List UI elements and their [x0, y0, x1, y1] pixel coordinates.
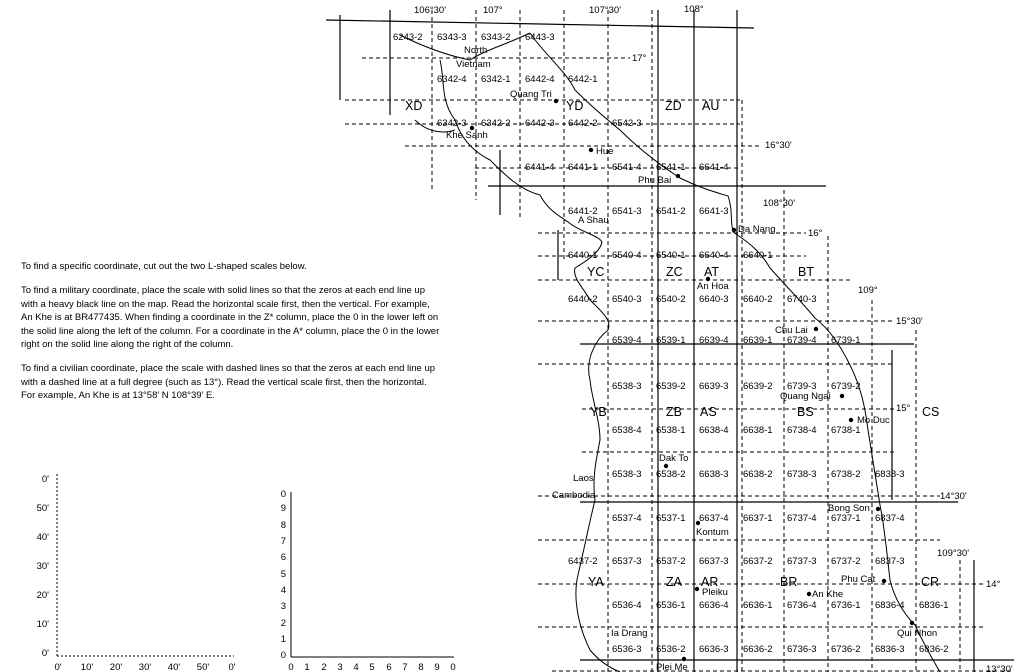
zone-label: YB	[590, 405, 607, 419]
zone-label: BS	[797, 405, 814, 419]
sheet-label: 6740-3	[787, 294, 817, 305]
sheet-label: 6639-1	[743, 335, 773, 346]
grid-scale	[291, 492, 454, 657]
lat-label: 14°	[986, 579, 1001, 590]
sheet-label: 6342-4	[437, 74, 467, 85]
sheet-label: 6441-2	[568, 206, 598, 217]
grid-scale-h-label: 8	[418, 662, 424, 672]
sheet-label: 6636-2	[743, 644, 773, 655]
grid-scale-v-label: 0	[280, 650, 286, 661]
sheet-label: 6539-4	[612, 335, 642, 346]
lon-label: 107°30'	[589, 5, 622, 16]
zone-label: CS	[922, 405, 940, 419]
place-label: Phu Cat	[841, 574, 876, 585]
minute-scale-h-label: 30'	[138, 662, 152, 672]
sheet-label: 6736-1	[831, 600, 861, 611]
sheet-label: 6638-3	[699, 469, 729, 480]
place-label: Kontum	[696, 527, 729, 538]
minute-scale-h-label: 40'	[167, 662, 181, 672]
sheet-label: 6536-1	[656, 600, 686, 611]
grid-scale-h-label: 7	[402, 662, 408, 672]
grid-scale-v-label: 7	[280, 536, 286, 547]
grid-scale-v-label: 9	[280, 503, 286, 514]
sheet-label: 6640-2	[743, 294, 773, 305]
place-label: Ia Drang	[611, 628, 648, 639]
grid-scale-h-label: 0	[288, 662, 294, 672]
sheet-label: 6342-1	[481, 74, 511, 85]
instruction-civilian: To find a civilian coordinate, place the scale with dashed lines so that the zeros at each end line up with a dashed line at a full degree (such as 13°). Read the vertical scale first, then the horizontal. For example, An Khe is at 13°58' N 108°39' E.	[21, 363, 436, 402]
sheet-label: 6639-4	[699, 335, 729, 346]
grid-scale-h-label: 1	[304, 662, 310, 672]
sheet-label: 6441-1	[568, 162, 598, 173]
sheet-label: 6442-2	[568, 118, 598, 129]
sheet-label: 6540-3	[612, 294, 642, 305]
sheet-label: 6342-3	[437, 118, 467, 129]
sheet-label: 6437-2	[568, 556, 598, 567]
grid-scale-h-label: 3	[337, 662, 343, 672]
grid-scale-h-label: 6	[386, 662, 392, 672]
sheet-label: 6636-1	[743, 600, 773, 611]
instruction-military: To find a military coordinate, place the scale with solid lines so that the zeros at each end line up with a heavy black line on the map. Read the horizontal scale first, then the vertical. For example, An Khe is at BR477435. When finding a coordinate in the Z* column, place the 0 in the lower left on the solid line along the left of the column. For a coordinate in the A* column, place the 0 in the lower right on the solid line along the right of the column.	[21, 285, 440, 351]
lat-label: 14°30'	[940, 491, 967, 502]
minute-scale	[57, 474, 234, 656]
minute-scale-h-label: 0'	[54, 662, 62, 672]
sheet-label: 6636-4	[699, 600, 729, 611]
sheet-label: 6640-1	[743, 250, 773, 261]
sheet-label: 6541-3	[612, 206, 642, 217]
zone-label: BT	[798, 265, 814, 279]
place-label: Quang Ngai	[780, 391, 831, 402]
place-label: Bong Son	[828, 503, 870, 514]
sheet-label: 6640-3	[699, 294, 729, 305]
lon-label: 106°30'	[414, 5, 447, 16]
sheet-label: 6442-3	[525, 118, 555, 129]
sheet-label: 6641-4	[699, 162, 729, 173]
lat-label: 15°30'	[896, 316, 923, 327]
sheet-label: 6243-2	[393, 32, 423, 43]
minute-scale-v-label: 0'	[41, 648, 49, 659]
sheet-label: 6638-1	[743, 425, 773, 436]
place-label: Quang Tri	[510, 89, 552, 100]
minute-scale-labels	[37, 474, 236, 672]
sheet-label: 6536-4	[612, 600, 642, 611]
sheet-label: 6538-2	[656, 469, 686, 480]
zone-label: AR	[701, 575, 719, 589]
lon-label: 108°	[684, 4, 704, 15]
sheet-label: 6737-1	[831, 513, 861, 524]
zone-label: CR	[921, 575, 940, 589]
place-label: Qui Nhon	[897, 628, 938, 639]
lon-label: 109°	[858, 285, 878, 296]
grid-scale-v-label: 8	[280, 520, 286, 531]
zone-label: YC	[587, 265, 605, 279]
sheet-label: 6540-1	[656, 250, 686, 261]
zone-label: YD	[566, 99, 584, 113]
sheet-label: 6637-4	[699, 513, 729, 524]
place-label: Chu Lai	[775, 325, 808, 336]
sheet-label: 6537-1	[656, 513, 686, 524]
place-label: Vietnam	[456, 59, 491, 70]
zone-label: BR	[780, 575, 798, 589]
sheet-label: 6443-3	[525, 32, 555, 43]
sheet-label: 6537-4	[612, 513, 642, 524]
place-label: Mo Duc	[857, 415, 890, 426]
place-label: Dak To	[659, 453, 689, 464]
zone-label: ZA	[666, 575, 682, 589]
sheet-label: 6441-4	[525, 162, 555, 173]
sheet-label: 6638-4	[699, 425, 729, 436]
sheet-label: 6639-3	[699, 381, 729, 392]
zone-label: AS	[700, 405, 717, 419]
place-label: Da Nang	[738, 224, 776, 235]
sheet-label: 6738-2	[831, 469, 861, 480]
zone-label: ZD	[665, 99, 682, 113]
lat-label: 17°	[632, 53, 647, 64]
grid-scale-h-label: 5	[369, 662, 375, 672]
minute-scale-v-label: 0'	[41, 474, 49, 485]
sheet-label: 6837-3	[875, 556, 905, 567]
minute-scale-v-label: 40'	[36, 532, 49, 543]
place-label: Hue	[596, 146, 614, 157]
sheet-label: 6538-4	[612, 425, 642, 436]
lat-label: 13°30'	[986, 664, 1013, 672]
zone-label: ZC	[666, 265, 683, 279]
zone-label: AT	[704, 265, 720, 279]
sheet-label: 6539-2	[656, 381, 686, 392]
sheet-label: 6542-3	[612, 118, 642, 129]
minute-scale-v-label: 20'	[36, 590, 49, 601]
sheet-label: 6442-1	[568, 74, 598, 85]
sheet-label: 6537-3	[612, 556, 642, 567]
sheet-label: 6836-4	[875, 600, 905, 611]
grid-scale-h-label: 4	[353, 662, 359, 672]
sheet-label: 6836-1	[919, 600, 949, 611]
minute-scale-h-label: 10'	[80, 662, 94, 672]
grid-scale-v-label: 1	[280, 634, 286, 645]
minute-scale-h-label: 20'	[109, 662, 123, 672]
lon-label: 109°30'	[937, 548, 970, 559]
sheet-label: 6836-2	[919, 644, 949, 655]
sheet-label: 6738-3	[787, 469, 817, 480]
place-label: Plei Me	[656, 662, 688, 672]
sheet-label: 6641-3	[699, 206, 729, 217]
lat-label: 15°	[896, 403, 911, 414]
sheet-label: 6736-3	[787, 644, 817, 655]
sheet-label: 6637-2	[743, 556, 773, 567]
sheet-label: 6536-3	[612, 644, 642, 655]
sheet-label: 6736-4	[787, 600, 817, 611]
sheet-label: 6638-2	[743, 469, 773, 480]
lon-label: 107°	[483, 5, 503, 16]
sheet-label: 6737-2	[831, 556, 861, 567]
minute-scale-v-label: 50'	[36, 503, 49, 514]
place-label: Phu Bai	[638, 175, 672, 186]
minute-scale-h-label: 0'	[228, 662, 236, 672]
place-label: An Khe	[812, 589, 844, 600]
sheet-label: 6539-1	[656, 335, 686, 346]
grid-scale-v-label: 2	[280, 618, 286, 629]
place-label: An Hoa	[697, 281, 729, 292]
sheet-label: 6737-3	[787, 556, 817, 567]
zone-label: ZB	[666, 405, 682, 419]
latitude-labels	[632, 53, 1013, 672]
sheet-label: 6738-1	[831, 425, 861, 436]
grid-scale-v-label: 6	[280, 552, 286, 563]
sheet-label: 6536-2	[656, 644, 686, 655]
place-label: Cambodia	[552, 490, 596, 501]
place-label: Khe Sanh	[446, 130, 488, 141]
sheet-label: 6738-4	[787, 425, 817, 436]
sheet-label: 6639-2	[743, 381, 773, 392]
sheet-label: 6739-4	[787, 335, 817, 346]
sheet-label: 6538-1	[656, 425, 686, 436]
sheet-label: 6537-2	[656, 556, 686, 567]
sheet-label: 6541-2	[656, 206, 686, 217]
sheet-label: 6739-3	[787, 381, 817, 392]
zone-label: XD	[405, 99, 423, 113]
minute-scale-h-label: 50'	[196, 662, 210, 672]
sheet-label: 6440-1	[568, 250, 598, 261]
grid-scale-v-label: 5	[280, 569, 286, 580]
sheet-label: 6342-2	[481, 118, 511, 129]
instruction-intro: To find a specific coordinate, cut out the two L-shaped scales below.	[21, 261, 307, 272]
sheet-label: 6343-3	[437, 32, 467, 43]
sheet-label: 6636-3	[699, 644, 729, 655]
sheet-label: 6637-1	[743, 513, 773, 524]
grid-scale-h-label: 9	[434, 662, 440, 672]
grid-scale-v-label: 0	[280, 489, 286, 500]
grid-scale-v-label: 3	[280, 601, 286, 612]
sheet-label: 6442-4	[525, 74, 555, 85]
grid-scale-labels	[281, 489, 456, 672]
minute-scale-v-label: 10'	[36, 619, 49, 630]
sheet-label: 6737-4	[787, 513, 817, 524]
zone-label: AU	[702, 99, 720, 113]
sheet-label: 6343-2	[481, 32, 511, 43]
sheet-label: 6736-2	[831, 644, 861, 655]
sheet-label: 6640-4	[699, 250, 729, 261]
sheet-label: 6838-3	[875, 469, 905, 480]
sheet-label: 6637-3	[699, 556, 729, 567]
grid-scale-h-label: 0	[450, 662, 456, 672]
sheet-label: 6538-3	[612, 381, 642, 392]
lat-label: 16°30'	[765, 140, 792, 151]
sheet-label: 6836-3	[875, 644, 905, 655]
instructions	[21, 260, 441, 414]
place-label: A Shau	[578, 215, 609, 226]
sheet-label: 6541-1	[656, 162, 686, 173]
lon-label: 108°30'	[763, 198, 796, 209]
grid-scale-v-label: 4	[280, 585, 286, 596]
sheet-label: 6739-2	[831, 381, 861, 392]
sheet-label: 6540-2	[656, 294, 686, 305]
place-label: North	[464, 45, 488, 56]
grid-scale-h-label: 2	[321, 662, 327, 672]
sheet-label: 6440-2	[568, 294, 598, 305]
sheet-label: 6837-4	[875, 513, 905, 524]
minute-scale-v-label: 30'	[36, 561, 49, 572]
place-label: Laos	[573, 473, 594, 484]
place-label: Pleiku	[702, 587, 728, 598]
sheet-label: 6540-4	[612, 250, 642, 261]
sheet-label: 6541-4	[612, 162, 642, 173]
sheet-label: 6538-3	[612, 469, 642, 480]
zone-label: YA	[588, 575, 604, 589]
sheet-label: 6739-1	[831, 335, 861, 346]
lat-label: 16°	[808, 228, 823, 239]
